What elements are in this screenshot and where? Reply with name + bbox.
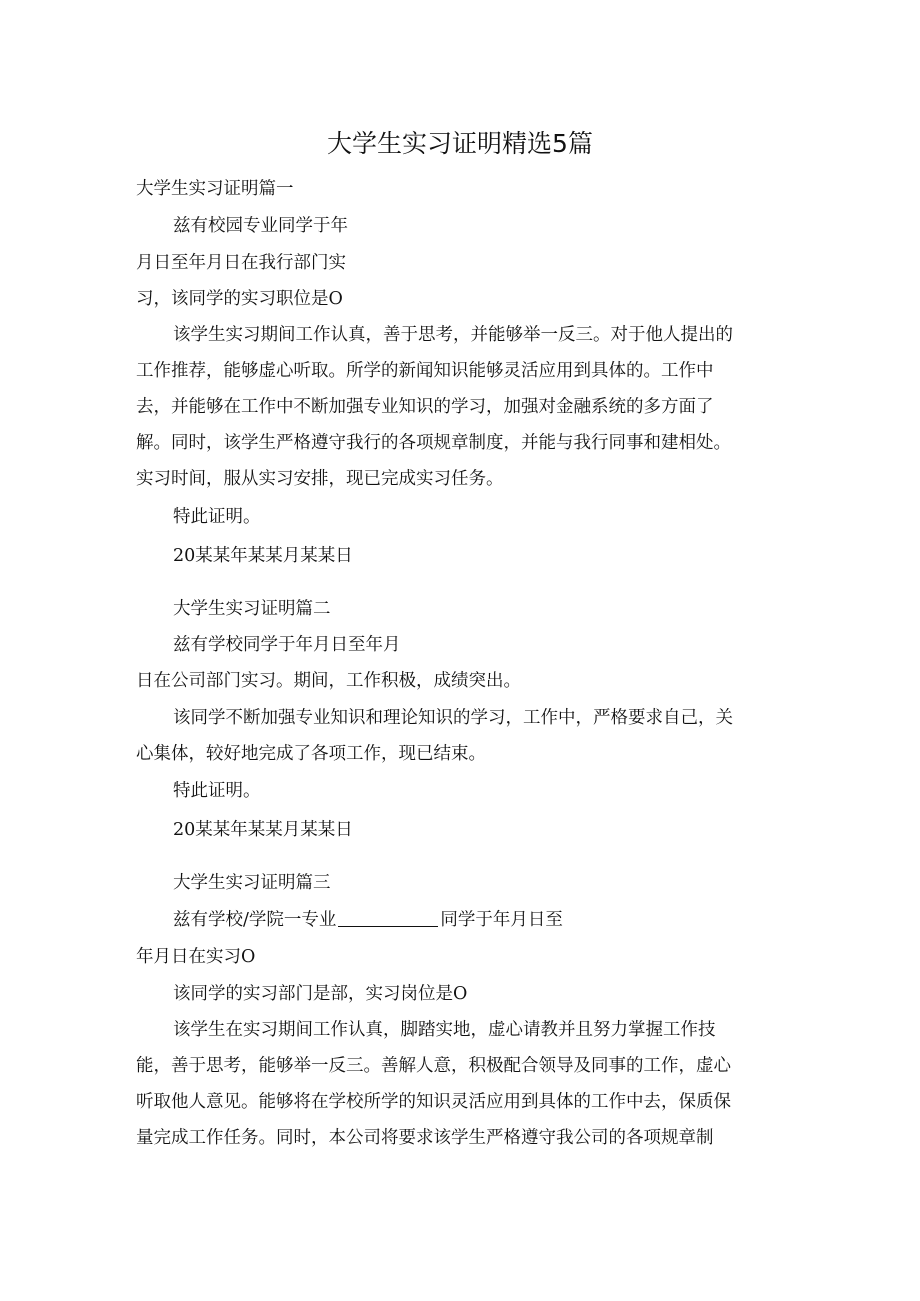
paragraph-text: 兹有学校/学院一专业	[173, 910, 337, 930]
paragraph-line: 工作推荐，能够虚心听取。所学的新闻知识能够灵活应用到具体的。工作中	[136, 361, 714, 381]
date-text: 20某某年某某月某某日	[173, 820, 353, 840]
paragraph-line: 心集体，较好地完成了各项工作，现已结束。	[136, 744, 486, 764]
paragraph-line: 该学生实习期间工作认真，善于思考，并能够举一反三。对于他人提出的	[173, 325, 733, 345]
section-heading: 大学生实习证明篇二	[173, 599, 331, 619]
paragraph-line: 去，并能够在工作中不断加强专业知识的学习，加强对金融系统的多方面了	[136, 397, 714, 417]
paragraph-line: 能，善于思考，能够举一反三。善解人意，积极配合领导及同事的工作，虚心	[136, 1056, 731, 1076]
paragraph-line: 解。同时，该学生严格遵守我行的各项规章制度，并能与我行同事和建相处。	[136, 433, 731, 453]
paragraph-line: 实习时间，服从实习安排，现已完成实习任务。	[136, 469, 504, 489]
closing-text: 特此证明。	[173, 507, 261, 527]
paragraph-line: 兹有校园专业同学于年	[173, 216, 348, 236]
paragraph-line: 年月日在实习O	[136, 947, 256, 967]
paragraph-line: 月日至年月日在我行部门实	[136, 253, 346, 273]
paragraph-line: 该同学不断加强专业知识和理论知识的学习，工作中，严格要求自己，关	[173, 708, 733, 728]
section-heading: 大学生实习证明篇三	[173, 873, 331, 893]
section-heading: 大学生实习证明篇一	[136, 179, 294, 199]
paragraph-line: 该同学的实习部门是部，实习岗位是O	[173, 984, 468, 1004]
date-text: 20某某年某某月某某日	[173, 546, 353, 566]
paragraph-line: 该学生在实习期间工作认真，脚踏实地，虚心请教并且努力掌握工作技	[173, 1020, 716, 1040]
paragraph-line	[173, 907, 563, 933]
document-title: 大学生实习证明精选5篇	[327, 129, 593, 158]
paragraph-text: 同学于年月日至	[440, 910, 563, 930]
paragraph-line: 习，该同学的实习职位是O	[136, 289, 343, 309]
closing-text: 特此证明。	[173, 781, 261, 801]
paragraph-line: 兹有学校同学于年月日至年月	[173, 635, 401, 655]
paragraph-line: 量完成工作任务。同时，本公司将要求该学生严格遵守我公司的各项规章制	[136, 1128, 714, 1148]
fill-in-blank	[338, 910, 438, 927]
paragraph-line: 听取他人意见。能够将在学校所学的知识灵活应用到具体的工作中去，保质保	[136, 1092, 731, 1112]
paragraph-line: 日在公司部门实习。期间，工作积极，成绩突出。	[136, 671, 521, 691]
